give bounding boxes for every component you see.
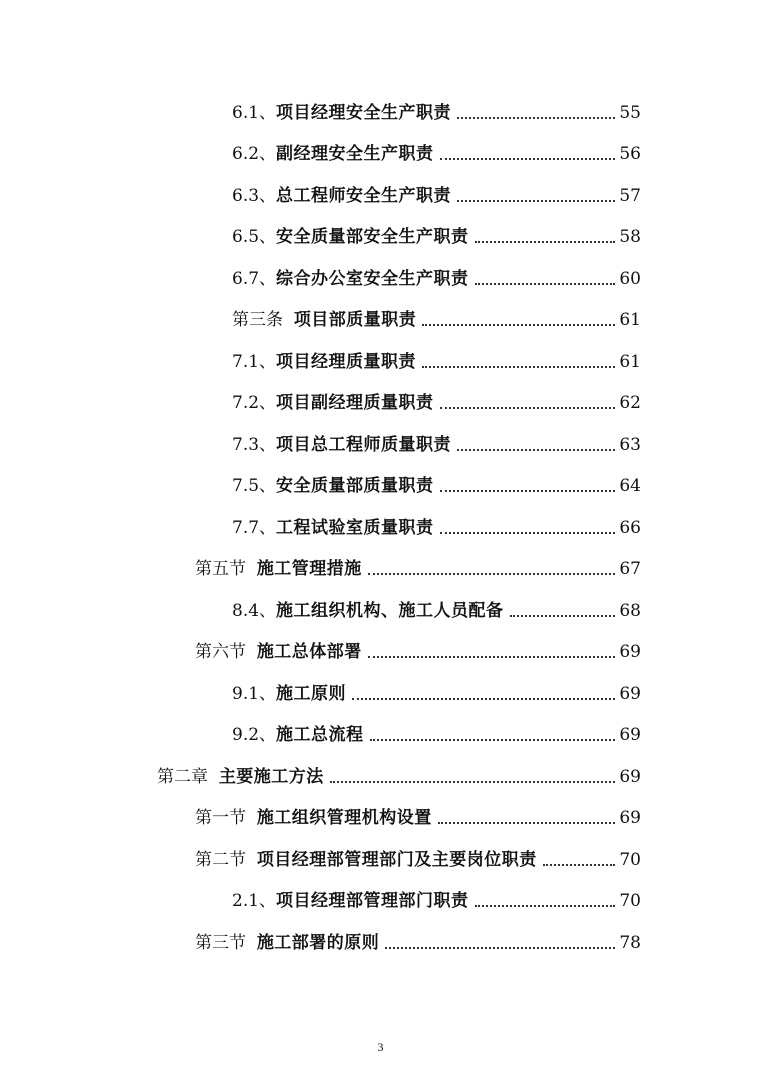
toc-entry[interactable] [0,549,761,591]
toc-entry-page: 69 [619,808,641,829]
dot-leader [543,864,616,866]
toc-entry[interactable] [0,922,761,964]
toc-entry-title: 项目经理质量职责 [276,351,417,372]
toc-entry[interactable] [0,632,761,674]
toc-entry-number: 第三节 [195,932,257,953]
toc-entry[interactable] [0,673,761,715]
toc-entry-number: 6.7、 [232,268,277,289]
toc-entry-page: 60 [619,268,641,289]
toc-entry-page: 64 [619,476,641,497]
toc-entry[interactable] [0,881,761,923]
dot-leader [457,449,615,451]
toc-entry-title: 施工原则 [276,683,347,704]
toc-entry-title: 施工部署的原则 [256,932,380,953]
toc-entry-title: 施工管理措施 [256,559,362,580]
toc-entry[interactable] [0,92,761,134]
toc-entry-page: 69 [619,766,641,787]
toc-entry-number: 7.3、 [232,434,277,455]
dot-leader [510,615,616,617]
toc-entry-number: 6.1、 [232,102,277,123]
toc-entry[interactable] [0,839,761,881]
table-of-contents [0,92,761,964]
toc-entry-number: 第一节 [195,808,257,829]
toc-entry-title: 施工总体部署 [256,642,362,663]
dot-leader [475,283,616,285]
toc-entry[interactable] [0,258,761,300]
toc-entry-title: 项目副经理质量职责 [276,393,434,414]
dot-leader [368,656,616,658]
toc-entry-page: 61 [619,351,641,372]
toc-entry-number: 第六节 [195,642,257,663]
dot-leader [440,407,616,409]
toc-entry-number: 8.4、 [232,600,277,621]
toc-entry-page: 56 [619,144,641,165]
toc-entry-number: 7.5、 [232,476,277,497]
toc-entry-page: 63 [619,434,641,455]
toc-entry-number: 第二节 [195,849,257,870]
toc-entry-page: 69 [619,683,641,704]
toc-entry-page: 70 [619,849,641,870]
toc-entry-page: 67 [619,559,641,580]
dot-leader [475,241,616,243]
toc-entry-title: 施工总流程 [276,725,364,746]
toc-entry-page: 70 [619,891,641,912]
toc-entry-number: 7.1、 [232,351,277,372]
toc-entry-page: 61 [619,310,641,331]
toc-entry[interactable] [0,175,761,217]
toc-entry-title: 项目经理安全生产职责 [276,102,452,123]
toc-entry-title: 总工程师安全生产职责 [276,185,452,206]
dot-leader [370,739,616,741]
toc-entry-page: 62 [619,393,641,414]
toc-entry[interactable] [0,424,761,466]
toc-entry-title: 项目总工程师质量职责 [276,434,452,455]
toc-entry[interactable] [0,590,761,632]
toc-entry-page: 66 [619,517,641,538]
toc-entry-number: 6.5、 [232,227,277,248]
dot-leader [438,822,616,824]
dot-leader [440,532,616,534]
toc-entry-number: 9.1、 [232,683,277,704]
toc-entry-number: 7.2、 [232,393,277,414]
toc-entry-number: 第五节 [195,559,257,580]
toc-entry-page: 57 [619,185,641,206]
toc-entry-title: 综合办公室安全生产职责 [276,268,469,289]
toc-entry-title: 项目经理部管理部门职责 [276,891,469,912]
dot-leader [330,781,616,783]
toc-entry-title: 工程试验室质量职责 [276,517,434,538]
toc-entry[interactable] [0,756,761,798]
toc-entry-title: 安全质量部质量职责 [276,476,434,497]
toc-entry-number: 第二章 [157,766,219,787]
dot-leader [422,366,615,368]
toc-entry-number: 9.2、 [232,725,277,746]
toc-entry-page: 78 [619,932,641,953]
toc-entry-title: 副经理安全生产职责 [276,144,434,165]
toc-entry[interactable] [0,217,761,259]
toc-entry-title: 项目部质量职责 [293,310,417,331]
toc-entry-title: 主要施工方法 [218,766,324,787]
dot-leader [352,698,615,700]
toc-entry-number: 6.3、 [232,185,277,206]
dot-leader [475,905,616,907]
dot-leader [385,947,615,949]
toc-entry-title: 施工组织管理机构设置 [256,808,432,829]
toc-entry[interactable] [0,300,761,342]
toc-entry-number: 第三条 [232,310,294,331]
toc-entry[interactable] [0,466,761,508]
toc-entry-page: 69 [619,642,641,663]
toc-entry[interactable] [0,383,761,425]
toc-entry[interactable] [0,798,761,840]
toc-entry[interactable] [0,134,761,176]
toc-entry-title: 安全质量部安全生产职责 [276,227,469,248]
toc-entry-page: 55 [619,102,641,123]
toc-entry-number: 6.2、 [232,144,277,165]
toc-entry-number: 2.1、 [232,891,277,912]
toc-entry-title: 施工组织机构、施工人员配备 [276,600,504,621]
dot-leader [440,158,616,160]
dot-leader [457,117,615,119]
toc-entry-title: 项目经理部管理部门及主要岗位职责 [256,849,537,870]
toc-entry[interactable] [0,507,761,549]
toc-entry-page: 68 [619,600,641,621]
dot-leader [368,573,616,575]
toc-entry[interactable] [0,715,761,757]
page-number: 3 [377,1040,384,1054]
toc-entry[interactable] [0,341,761,383]
dot-leader [440,490,616,492]
toc-entry-page: 69 [619,725,641,746]
toc-entry-number: 7.7、 [232,517,277,538]
toc-entry-page: 58 [619,227,641,248]
dot-leader [422,324,615,326]
dot-leader [457,200,615,202]
